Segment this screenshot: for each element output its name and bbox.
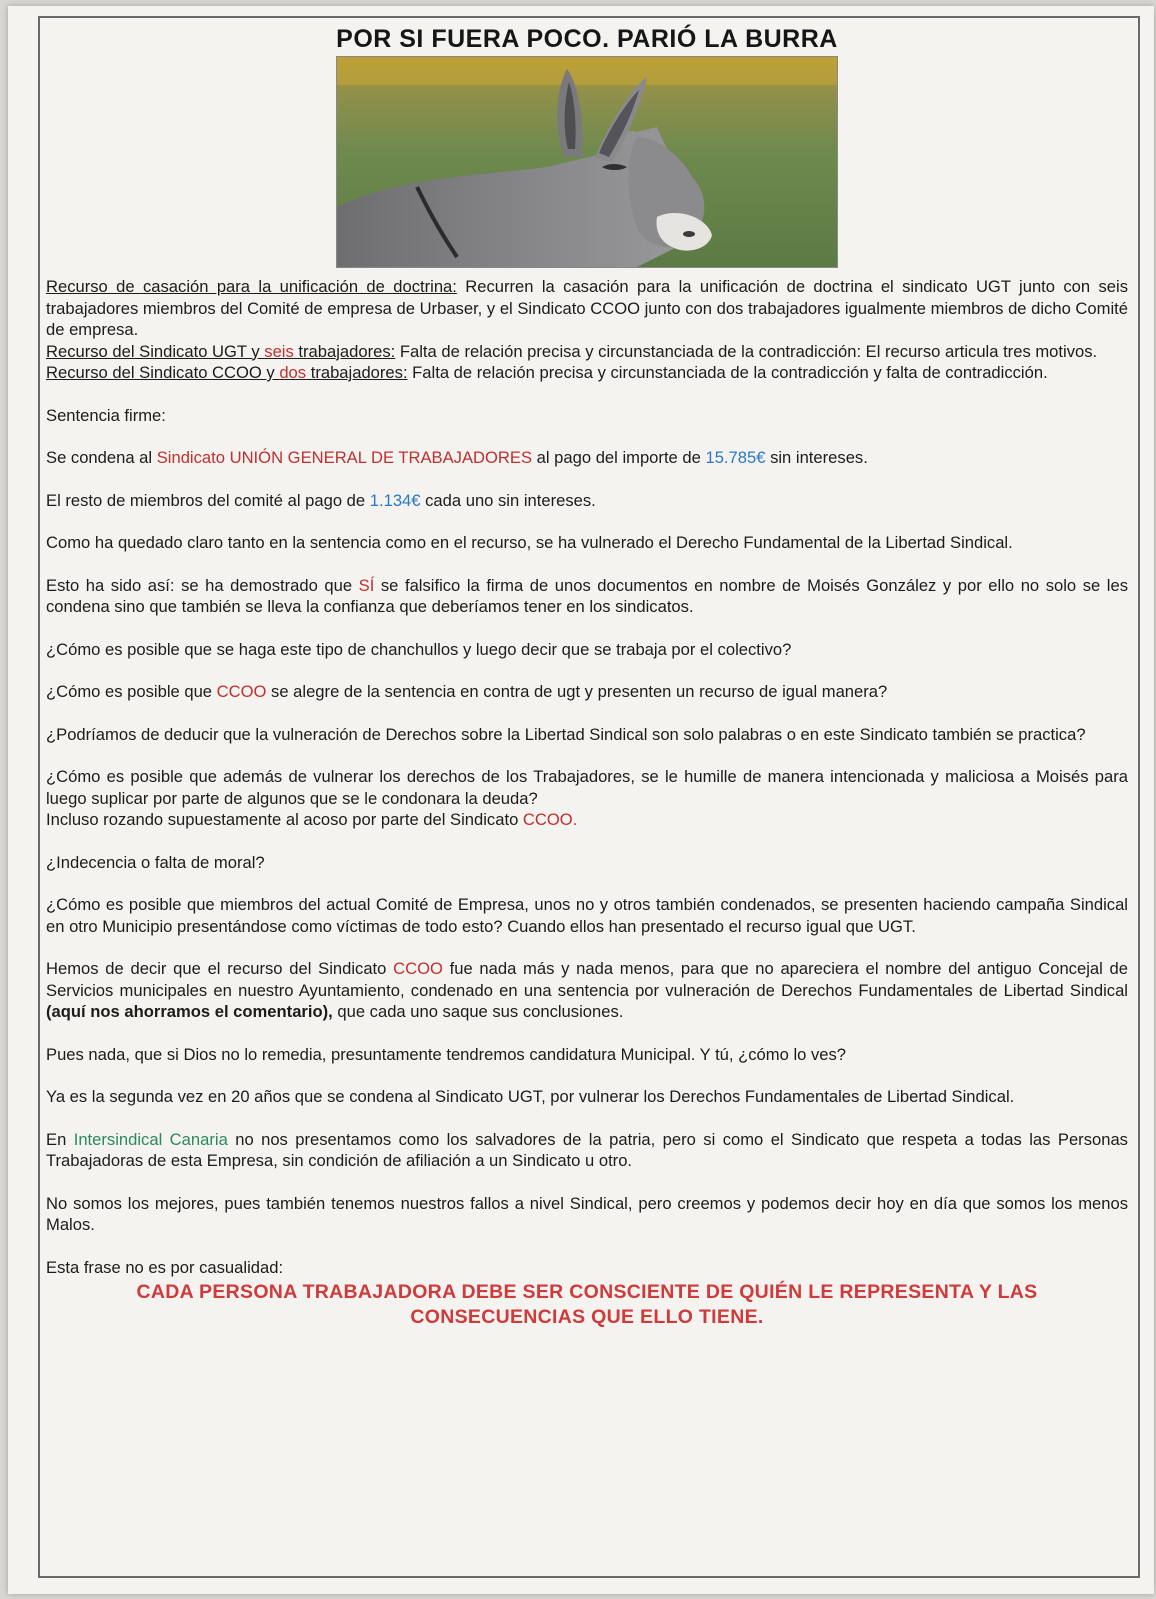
paragraph-segunda-vez: Ya es la segunda vez en 20 años que se condena al Sindicato UGT, por vulnerar los Derechos Fundamentales de Libertad Sindical.	[46, 1087, 1015, 1106]
paragraph-indecencia: ¿Indecencia o falta de moral?	[46, 852, 265, 872]
paragraph-frase: Esta frase no es por casualidad:	[46, 1257, 284, 1277]
page-title: POR SI FUERA POCO. PARIÓ LA BURRA	[336, 25, 838, 53]
donkey-photo	[336, 56, 838, 268]
paragraph-concejal: Hemos de decir que el recurso del Sindicato CCOO fue nada más y nada menos, para que no apareciera el nombre del antiguo Concejal de Servicios municipales en nuestro Ayuntamiento, condenado en una sentencia por vulneración de Derechos Fundamentales de Libertad Sindical (aquí nos ahorramos el comentario), que cada uno saque sus conclusiones.	[46, 959, 1128, 1021]
paper-sheet	[8, 6, 1154, 1594]
paragraph-deducir: ¿Podríamos de deducir que la vulneración de Derechos sobre la Libertad Sindical son solo palabras o en este Sindicato también se practica?	[46, 724, 1086, 744]
amount-members: 1.134€	[369, 490, 421, 510]
document-body	[46, 24, 1128, 1330]
intersindical-name: Intersindical Canaria	[73, 1129, 228, 1149]
paragraph-candidatura: Pues nada, que si Dios no lo remedia, presuntamente tendremos candidatura Municipal. Y tú, ¿cómo lo ves?	[46, 1044, 847, 1064]
paragraph-condena-miembros: El resto de miembros del comité al pago de 1.134€ cada uno sin intereses.	[46, 490, 596, 510]
paragraph-intersindical: En Intersindical Canaria no nos presentamos como los salvadores de la patria, pero si como el Sindicato que respeta a todas las Personas Trabajadoras de esta Empresa, sin condición de afiliación a un Sindicato u otro.	[46, 1129, 1128, 1170]
closing-slogan: CADA PERSONA TRABAJADORA DEBE SER CONSCIENTE DE QUIÉN LE REPRESENTA Y LAS CONSECUENCIAS QUE ELLO TIENE.	[136, 1281, 1038, 1328]
amount-ugt: 15.785€	[705, 448, 766, 467]
label-recurso-ccoo: Recurso del Sindicato CCOO y dos trabajadores:	[46, 363, 408, 382]
paragraph-humille: ¿Cómo es posible que además de vulnerar los derechos de los Trabajadores, se le humille de manera intencionada y maliciosa a Moisés para luego suplicar por parte de algunos que se le condonara la deuda?	[46, 767, 1128, 808]
paragraph-menos-malos: No somos los mejores, pues también tenemos nuestros fallos a nivel Sindical, pero creemos y podemos decir hoy en día que somos los menos Malos.	[46, 1193, 1128, 1234]
paragraph-recurso-casacion: Recurso de casación para la unificación de doctrina: Recurren la casación para la unificación de doctrina el sindicato UGT junto con seis trabajadores miembros del Comité de empresa de Urbaser, y el Sindicato CCOO junto con dos trabajadores igualmente miembros de dicho Comité de empresa.	[46, 277, 1128, 339]
paragraph-condena-ugt: Se condena al Sindicato UNIÓN GENERAL DE TRABAJADORES al pago del importe de 15.785€ sin intereses.	[46, 448, 868, 467]
label-recurso-ugt: Recurso del Sindicato UGT y seis trabajadores:	[46, 341, 396, 361]
paragraph-campana: ¿Cómo es posible que miembros del actual Comité de Empresa, unos no y otros también condenados, se presenten haciendo campaña Sindical en otro Municipio presentándose como víctimas de todo esto? Cuando ellos han presentado el recurso igual que UGT.	[46, 895, 1128, 936]
paragraph-recurso-ugt: Recurso del Sindicato UGT y seis trabajadores: Falta de relación precisa y circunstanciada de la contradicción: El recurso articula tres motivos.	[46, 341, 1098, 361]
paragraph-recurso-ccoo: Recurso del Sindicato CCOO y dos trabajadores: Falta de relación precisa y circunstanciada de la contradicción y falta de contradicción.	[46, 363, 1048, 382]
paragraph-libertad-sindical: Como ha quedado claro tanto en la sentencia como en el recurso, se ha vulnerado el Derecho Fundamental de la Libertad Sindical.	[46, 533, 1013, 552]
union-name: Sindicato UNIÓN GENERAL DE TRABAJADORES	[156, 448, 533, 467]
paragraph-falsificacion: Esto ha sido así: se ha demostrado que SÍ se falsifico la firma de unos documentos en nombre de Moisés González y por ello no solo se les condena sino que también se lleva la confianza que deberíamos tener en los sindicatos.	[46, 575, 1129, 616]
paragraph-chanchullos: ¿Cómo es posible que se haga este tipo de chanchullos y luego decir que se trabaja por el colectivo?	[46, 639, 792, 659]
label-recurso-casacion: Recurso de casación para la unificación de doctrina:	[46, 277, 457, 296]
sentence-heading: Sentencia firme:	[46, 405, 166, 425]
paragraph-acoso: Incluso rozando supuestamente al acoso por parte del Sindicato CCOO.	[46, 810, 578, 829]
paragraph-ccoo-alegre: ¿Cómo es posible que CCOO se alegre de la sentencia en contra de ugt y presenten un recurso de igual manera?	[46, 682, 888, 701]
